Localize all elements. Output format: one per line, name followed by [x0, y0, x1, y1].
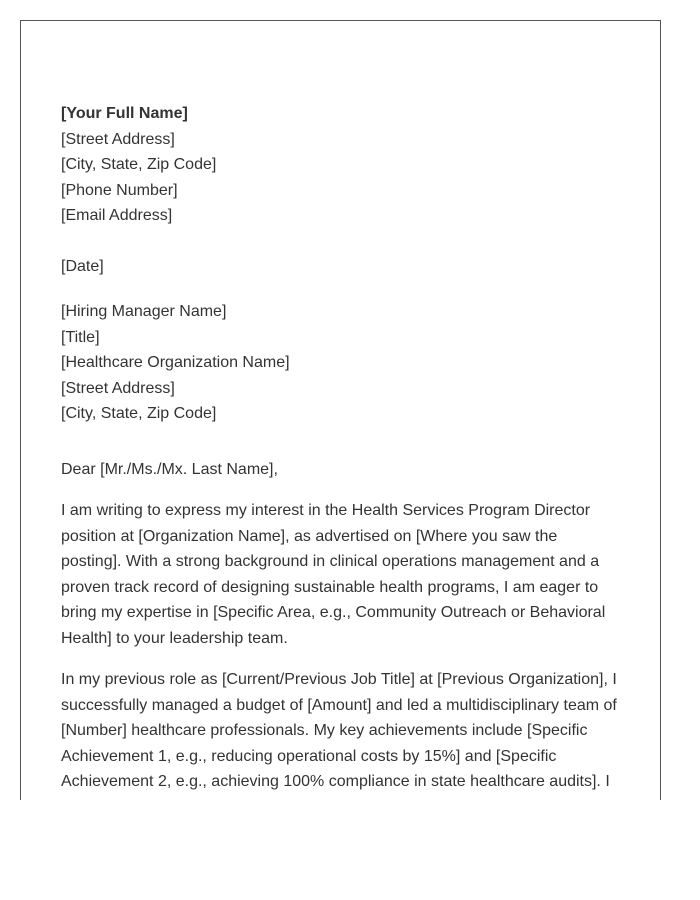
letter-content	[61, 101, 626, 795]
paragraph-line: posting]. With a strong background in clinical operations management and a	[61, 553, 600, 570]
salutation-block	[61, 457, 626, 483]
date-block	[61, 254, 626, 280]
salutation: Dear [Mr./Ms./Mx. Last Name],	[61, 460, 278, 478]
sender-city-state-zip: [City, State, Zip Code]	[61, 156, 217, 173]
recipient-city-state-zip: [City, State, Zip Code]	[61, 405, 217, 422]
body-paragraph-2	[61, 667, 626, 795]
paragraph-line: In my previous role as [Current/Previous Job Title] at [Previous Organization], I	[61, 671, 617, 688]
letter-page	[20, 20, 661, 800]
sender-name: [Your Full Name]	[61, 105, 188, 122]
paragraph-line: I am writing to express my interest in the Health Services Program Director	[61, 502, 591, 519]
recipient-name: [Hiring Manager Name]	[61, 303, 227, 320]
body-paragraph-1	[61, 498, 626, 651]
recipient-street: [Street Address]	[61, 379, 175, 397]
sender-street: [Street Address]	[61, 130, 175, 148]
recipient-organization: [Healthcare Organization Name]	[61, 354, 290, 371]
sender-block	[61, 101, 626, 229]
paragraph-line: [Number] healthcare professionals. My key achievements include [Specific	[61, 722, 588, 739]
sender-email: [Email Address]	[61, 207, 173, 224]
paragraph-line: position at [Organization Name], as advertised on [Where you saw the	[61, 527, 558, 545]
paragraph-line: Health] to your leadership team.	[61, 629, 288, 647]
recipient-block	[61, 299, 626, 427]
paragraph-line: Achievement 1, e.g., reducing operational costs by 15%] and [Specific	[61, 747, 557, 765]
sender-phone: [Phone Number]	[61, 181, 178, 199]
letter-date: [Date]	[61, 257, 104, 275]
paragraph-line: bring my expertise in [Specific Area, e.g., Community Outreach or Behavioral	[61, 604, 606, 621]
recipient-title: [Title]	[61, 328, 100, 346]
paragraph-line: proven track record of designing sustainable health programs, I am eager to	[61, 578, 599, 596]
paragraph-line: successfully managed a budget of [Amount] and led a multidisciplinary team of	[61, 696, 617, 714]
paragraph-line: Achievement 2, e.g., achieving 100% compliance in state healthcare audits]. I	[61, 773, 610, 790]
